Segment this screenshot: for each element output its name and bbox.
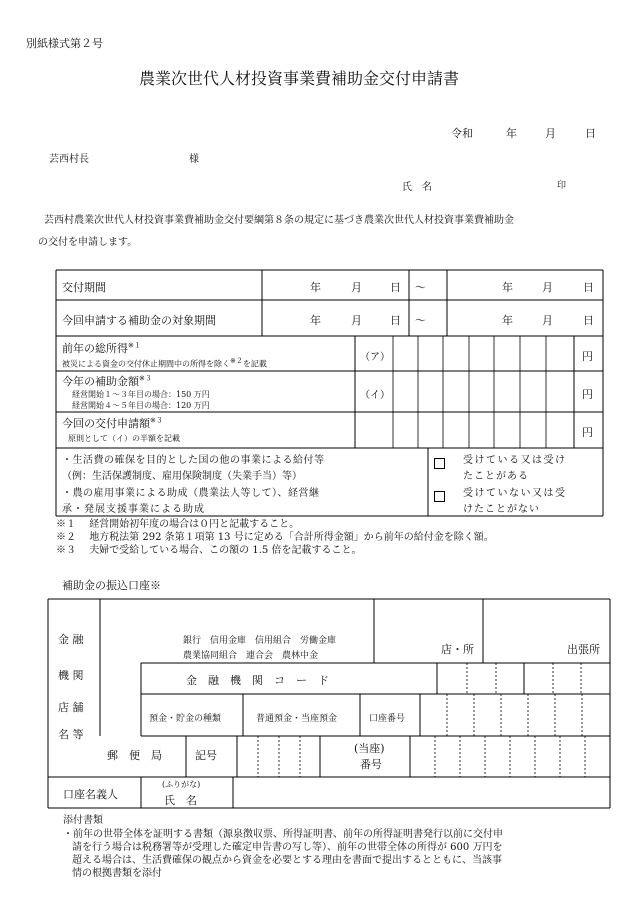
period-end-year: 年 (502, 281, 513, 294)
addressee-honorific: 様 (189, 154, 199, 165)
period-end-month: 月 (542, 281, 553, 294)
date-month: 月 (545, 127, 556, 140)
period-start-month: 月 (351, 281, 362, 294)
seal-mark: 印 (557, 181, 567, 191)
this-amount-note: 原則として（イ）の半額を記載 (68, 434, 180, 443)
attachments-line-4: 情の根拠書類を添付 (72, 868, 162, 879)
fi-label-4: 名 等 (58, 728, 84, 741)
target-label: 今回申請する補助金の対象期間 (62, 314, 216, 327)
deposit-type-label: 預金・貯金の種類 (149, 714, 222, 724)
form-number: 別紙様式第２号 (26, 37, 103, 50)
period-label: 交付期間 (62, 281, 106, 294)
sub-branch-label: 出張所 (567, 643, 600, 656)
target-end-month: 月 (542, 314, 553, 327)
checkbox-not-received[interactable] (434, 486, 445, 505)
grant-yen: 円 (582, 388, 593, 401)
page-title: 農業次世代人材投資事業費補助金交付申請書 (139, 69, 460, 88)
benefit-line-1: ・生活費の確保を目的とした国の他の事業による給付等 (62, 455, 325, 466)
applicant-name-label: 氏 名 (402, 182, 432, 193)
checkbox-received[interactable] (434, 453, 445, 472)
grant-note-1: 経営開始１～３年目の場合：150 万円 (72, 390, 210, 399)
period-end-day: 日 (583, 281, 594, 294)
fi-label-2: 機 関 (58, 669, 84, 682)
fi-code-label: 金 融 機 関 コ ー ド (186, 674, 329, 687)
prev-income-yen: 円 (582, 350, 593, 363)
target-start-month: 月 (351, 314, 362, 327)
date-year: 年 (506, 127, 517, 140)
prev-income-note: 被災による資金の交付休止期間中の所得を除く$^{※2}$を記載 (62, 357, 267, 369)
benefit-line-2: （例：生活保護制度、雇用保険制度（失業手当）等） (62, 471, 302, 482)
attachments-line-2: 請を行う場合は税務署等が受理した確定申告書の写し等）、前年の世帯全体の所得が 600 万円を (72, 842, 503, 853)
grant-label: 今年の補助金額$^{※3}$ (62, 374, 152, 388)
branch-label: 店・所 (441, 643, 474, 656)
option-received-2: たことがある (463, 471, 529, 482)
option-received-1: 受けている又は受け (463, 455, 567, 466)
mark-a: （ア） (360, 352, 390, 363)
option-not-received-2: けたことがない (463, 504, 540, 515)
benefit-line-4: 承・発展支援事業による助成 (62, 504, 205, 515)
prev-income-label: 前年の総所得$^{※1}$ (62, 341, 141, 355)
attachments-line-1: ・前年の世帯全体を証明する書類（源泉徴収票、所得証明書、前年の所得証明書発行以前に交付申 (63, 829, 503, 840)
target-tilde: ～ (415, 314, 426, 327)
note-2: ※２ 地方税法第 292 条第１項第 13 号に定める「合計所得金額」から前年の給付金を除く額。 (56, 532, 494, 543)
account-number-label: 口座番号 (369, 714, 406, 724)
holder-name-label: 氏 名 (164, 794, 197, 807)
grant-note-2: 経営開始４～５年目の場合：120 万円 (72, 401, 210, 410)
postal-label: 郵 便 局 (107, 749, 162, 762)
this-amount-yen: 円 (582, 426, 593, 439)
target-end-day: 日 (583, 314, 594, 327)
fi-label-1: 金 融 (58, 633, 84, 646)
furigana-label: (ふりがな) (162, 780, 201, 789)
note-1: ※１ 経営開始初年度の場合は０円と記載すること。 (56, 519, 300, 530)
date-era: 令和 (451, 127, 473, 140)
target-end-year: 年 (502, 314, 513, 327)
number-label: 番号 (360, 758, 382, 771)
benefit-line-3: ・農の雇用事業による助成（農業法人等して）、経営継 (62, 488, 320, 499)
bank-heading: 補助金の振込口座※ (62, 579, 161, 592)
target-start-day: 日 (390, 314, 401, 327)
mark-i: （イ） (360, 390, 390, 401)
option-not-received-1: 受けていない又は受 (463, 488, 567, 499)
target-start-year: 年 (310, 314, 321, 327)
addressee-name: 芸西村長 (49, 154, 89, 165)
fi-types-1: 銀行 信用金庫 信用組合 労働金庫 (183, 636, 337, 646)
holder-label: 口座名義人 (63, 788, 118, 801)
fi-label-3: 店 舗 (58, 701, 84, 714)
intro-line-1: 芸西村農業次世代人材投資事業費補助金交付要綱第８条の規定に基づき農業次世代人材投資事業費補助金 (44, 215, 514, 226)
attachments-heading: 添付書類 (63, 815, 103, 826)
fi-types-2: 農業協同組合 連合会 農林中金 (183, 651, 319, 661)
attachments-line-3: 超える場合は、生活費確保の観点から資金を必要とする理由を書面で提出するとともに、当該事 (72, 855, 502, 866)
deposit-type-value: 普通預金・当座預金 (256, 714, 338, 724)
this-amount-label: 今回の交付申請額$^{※3}$ (62, 416, 163, 430)
period-start-year: 年 (310, 281, 321, 294)
date-day: 日 (585, 127, 596, 140)
period-start-day: 日 (390, 281, 401, 294)
symbol-label: 記号 (195, 749, 217, 762)
intro-line-2: の交付を申請します。 (38, 237, 138, 248)
toza-label: (当座) (354, 742, 385, 755)
period-tilde: ～ (415, 281, 426, 294)
note-3: ※３ 夫婦で受給している場合、この額の 1.5 倍を記載すること。 (56, 545, 362, 556)
